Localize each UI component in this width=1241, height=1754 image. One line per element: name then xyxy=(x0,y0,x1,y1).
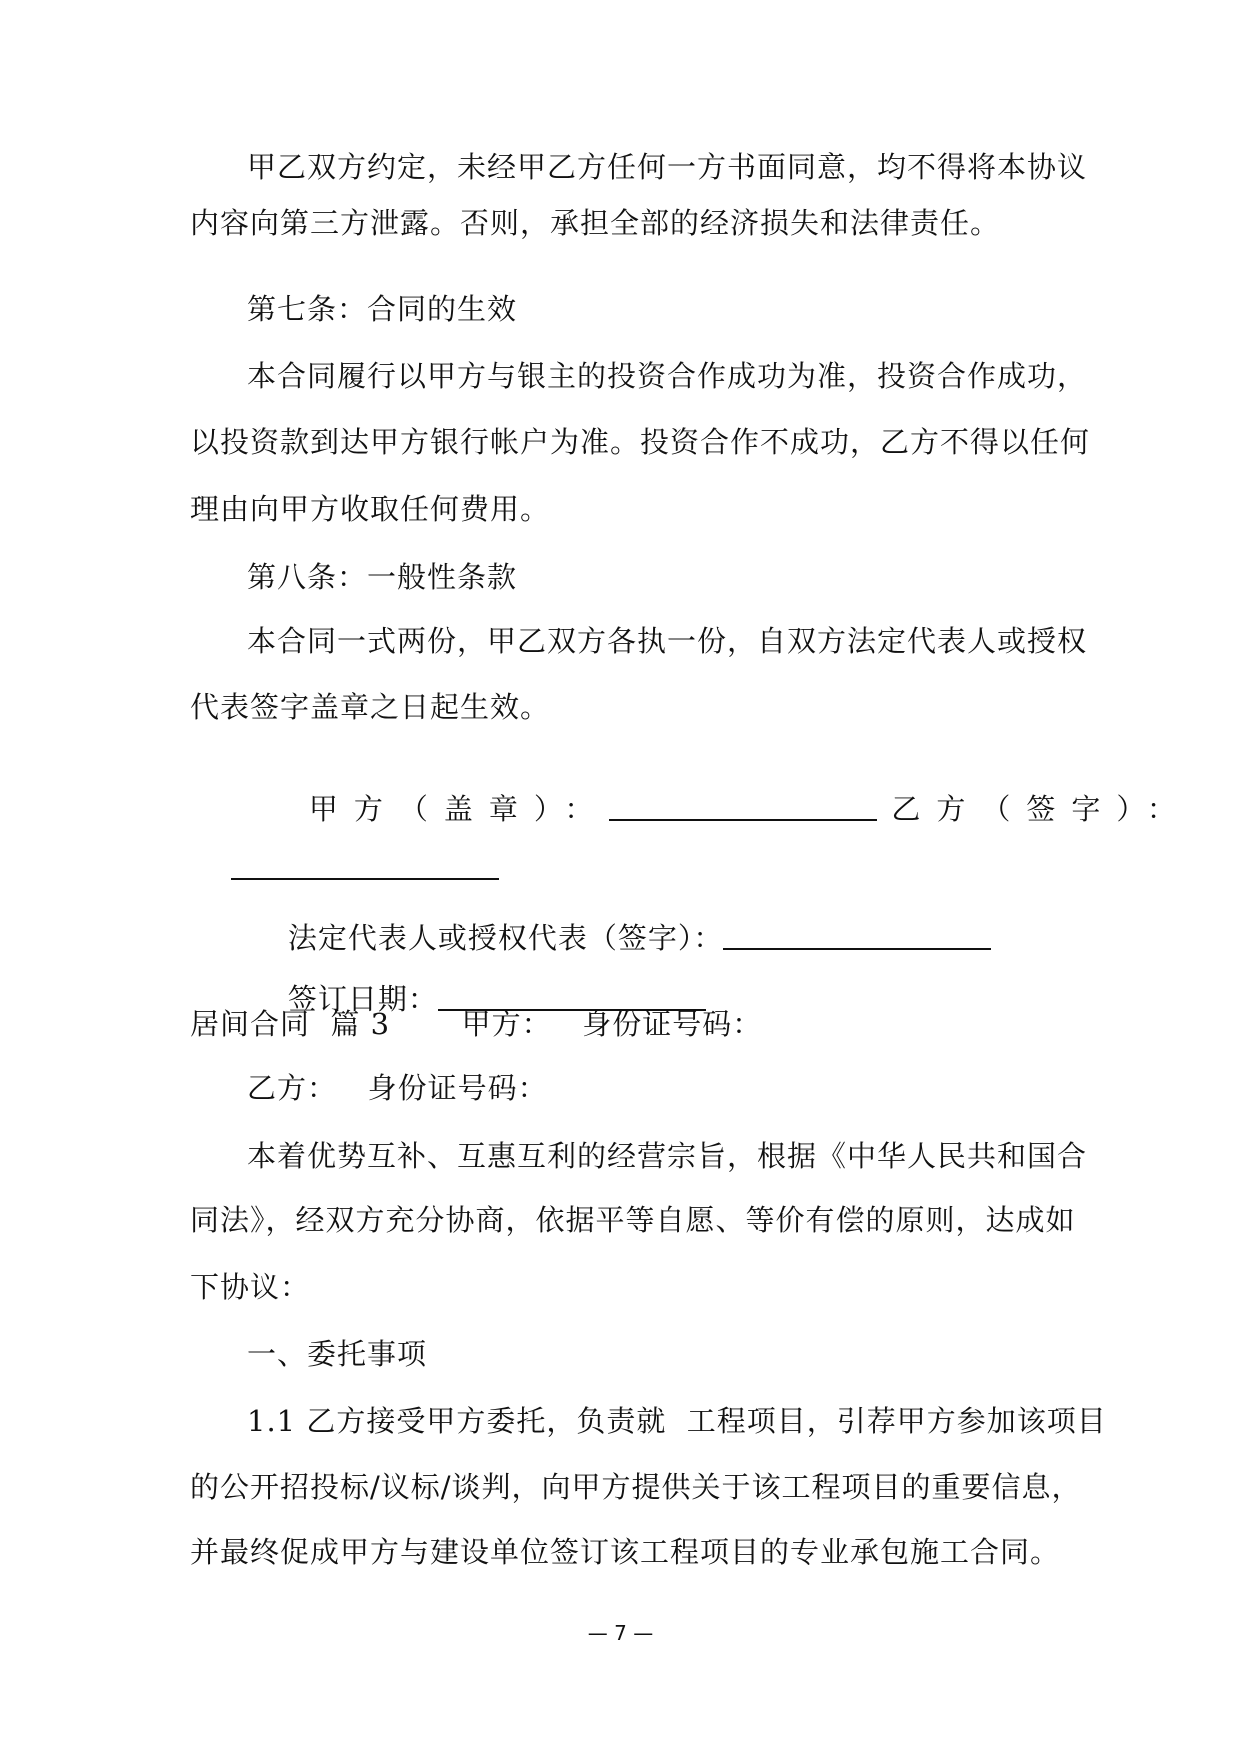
article-heading: 第七条：合同的生效 xyxy=(247,292,518,326)
paragraph-line: 1.1 乙方接受甲方委托，负责就 工程项目，引荐甲方参加该项目 xyxy=(247,1404,1107,1438)
paragraph-line: 本着优势互补、互惠互利的经营宗旨，根据《中华人民共和国合 xyxy=(247,1139,1088,1173)
article-heading: 第八条：一般性条款 xyxy=(247,560,518,594)
paragraph-line: 以投资款到达甲方银行帐户为准。投资合作不成功，乙方不得以任何 xyxy=(190,425,1091,459)
item-heading: 一、委托事项 xyxy=(247,1337,428,1371)
paragraph-line: 代表签字盖章之日起生效。 xyxy=(190,690,551,724)
representative-blank xyxy=(723,922,991,950)
party-a-label: 甲方（盖章）： xyxy=(308,792,610,826)
date-label: 签订日期： xyxy=(287,982,438,1016)
page-number: — 7 — xyxy=(587,1621,654,1645)
paragraph-line: 内容向第三方泄露。否则，承担全部的经济损失和法律责任。 xyxy=(190,206,1001,240)
paragraph-line: 理由向甲方收取任何费用。 xyxy=(190,492,551,526)
party-a-signature-blank xyxy=(609,793,877,821)
party-b-id-line: 乙方： 身份证号码： xyxy=(247,1071,548,1105)
party-b-signature-blank xyxy=(231,852,499,880)
representative-label: 法定代表人或授权代表（签字）： xyxy=(287,921,724,955)
paragraph-line: 甲乙双方约定，未经甲乙方任何一方书面同意，均不得将本协议 xyxy=(247,150,1088,184)
paragraph-line: 的公开招投标/议标/谈判，向甲方提供关于该工程项目的重要信息， xyxy=(190,1470,1082,1504)
paragraph-line: 本合同履行以甲方与银主的投资合作成功为准，投资合作成功， xyxy=(247,359,1088,393)
paragraph-line: 下协议： xyxy=(190,1270,311,1304)
section-heading: 居间合同 篇 3 甲方： 身份证号码： xyxy=(190,1007,763,1041)
paragraph-line: 同法》，经双方充分协商，依据平等自愿、等价有偿的原则，达成如 xyxy=(190,1203,1076,1237)
paragraph-line: 并最终促成甲方与建设单位签订该工程项目的专业承包施工合同。 xyxy=(190,1535,1061,1569)
party-b-label: 乙方（签字）： xyxy=(891,792,1192,826)
paragraph-line: 本合同一式两份，甲乙双方各执一份，自双方法定代表人或授权 xyxy=(247,624,1088,658)
